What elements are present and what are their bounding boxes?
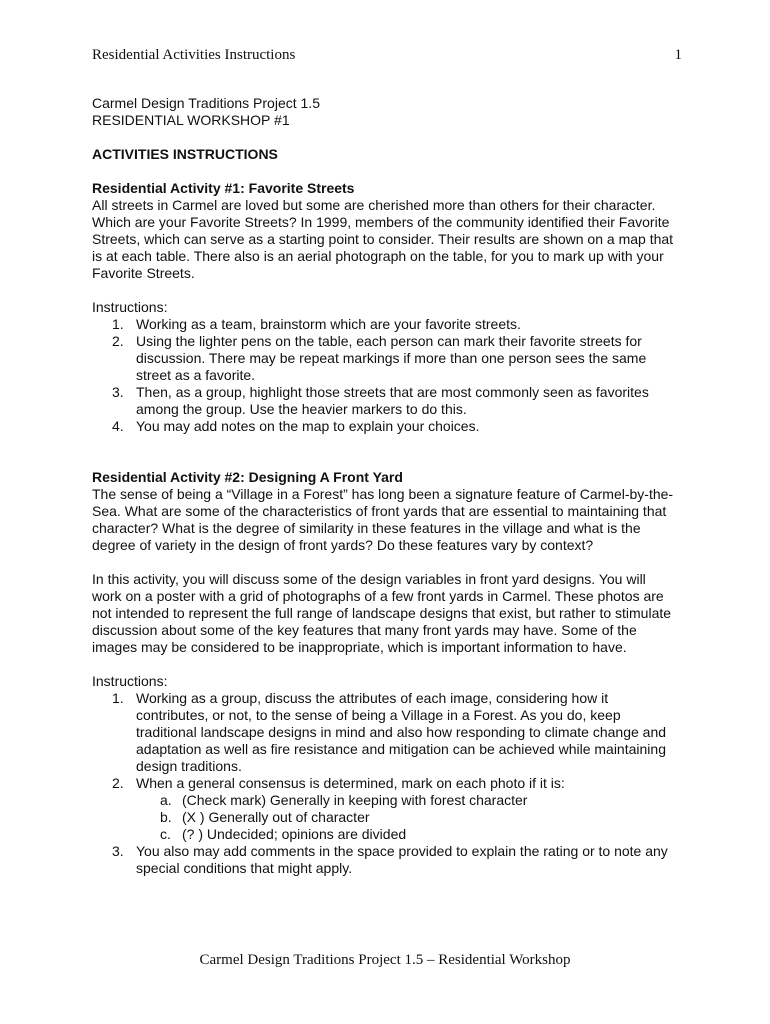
activity2-instructions-label: Instructions: <box>92 673 168 689</box>
list-item-text: Using the lighter pens on the table, each person can mark their favorite streets for <box>136 333 642 349</box>
list-number: 3. <box>112 384 124 400</box>
list-item-text: street as a favorite. <box>136 367 256 383</box>
activity2-paragraph-1 <box>92 486 682 554</box>
sub-list-item <box>92 826 682 843</box>
list-item-text: design traditions. <box>136 758 242 774</box>
list-item-text: When a general consensus is determined, mark on each photo if it is: <box>136 775 565 791</box>
paragraph-line: The sense of being a “Village in a Forest” has long been a signature feature of Carmel-by-the- <box>92 486 674 502</box>
paragraph-line: images may be considered to be inappropriate, which is important information to have. <box>92 639 627 655</box>
list-item <box>92 775 682 792</box>
paragraph-line: work on a poster with a grid of photographs of a few front yards in Carmel. These photos are <box>92 588 664 604</box>
list-number: 1. <box>112 690 124 706</box>
sub-list-item <box>92 792 682 809</box>
paragraph-line: Streets, which can serve as a starting point to consider. Their results are shown on a map that <box>92 231 674 247</box>
activity1-instructions-list <box>92 316 682 435</box>
sub-list-text: (X ) Generally out of character <box>182 809 370 825</box>
page-number: 1 <box>674 47 682 63</box>
section-title: ACTIVITIES INSTRUCTIONS <box>92 146 278 162</box>
sub-list-text: (? ) Undecided; opinions are divided <box>182 826 407 842</box>
activity1-paragraph <box>92 197 682 282</box>
list-item <box>92 333 682 384</box>
list-item-text: Working as a team, brainstorm which are your favorite streets. <box>136 316 521 332</box>
sub-list-text: (Check mark) Generally in keeping with forest character <box>182 792 528 808</box>
list-item-text: traditional landscape designs in mind and also how responding to climate change and <box>136 724 667 740</box>
list-item-text: Working as a group, discuss the attributes of each image, considering how it <box>136 690 609 706</box>
list-number: 3. <box>112 843 124 859</box>
activity2-instructions-list <box>92 690 682 877</box>
list-item <box>92 384 682 418</box>
sub-list-letter: a. <box>160 792 172 808</box>
project-title: Carmel Design Traditions Project 1.5 <box>92 95 320 111</box>
paragraph-line: Sea. What are some of the characteristics of front yards that are essential to maintaining that <box>92 503 667 519</box>
page-footer: Carmel Design Traditions Project 1.5 – Residential Workshop <box>199 952 571 968</box>
activity1-heading: Residential Activity #1: Favorite Streets <box>92 180 355 196</box>
workshop-title: RESIDENTIAL WORKSHOP #1 <box>92 112 290 128</box>
paragraph-line: All streets in Carmel are loved but some are cherished more than others for their character. <box>92 197 656 213</box>
list-number: 2. <box>112 333 124 349</box>
list-item-text: among the group. Use the heavier markers to do this. <box>136 401 467 417</box>
list-number: 2. <box>112 775 124 791</box>
list-number: 1. <box>112 316 124 332</box>
paragraph-line: character? What is the degree of similarity in these features in the village and what is the <box>92 520 641 536</box>
document-body <box>92 95 682 877</box>
list-item-text: adaptation as well as fire resistance and mitigation can be achieved while maintaining <box>136 741 666 757</box>
paragraph-line: Which are your Favorite Streets? In 1999, members of the community identified their Favorite <box>92 214 670 230</box>
activity2-heading: Residential Activity #2: Designing A Front Yard <box>92 469 403 485</box>
activity1-instructions-label: Instructions: <box>92 299 168 315</box>
list-item <box>92 316 682 333</box>
header-title: Residential Activities Instructions <box>92 47 296 63</box>
list-item <box>92 843 682 877</box>
list-item-text: You also may add comments in the space provided to explain the rating or to note any <box>136 843 668 859</box>
paragraph-line: not intended to represent the full range of landscape designs that exist, but rather to stimulate <box>92 605 672 621</box>
activity2-paragraph-2 <box>92 571 682 656</box>
list-item-text: special conditions that might apply. <box>136 860 353 876</box>
paragraph-line: Favorite Streets. <box>92 265 195 281</box>
list-item <box>92 690 682 775</box>
sub-list-item <box>92 809 682 826</box>
sub-list-letter: c. <box>160 826 171 842</box>
paragraph-line: In this activity, you will discuss some of the design variables in front yard designs. You will <box>92 571 646 587</box>
list-item-text: You may add notes on the map to explain your choices. <box>136 418 480 434</box>
running-header <box>92 47 682 67</box>
sub-list-letter: b. <box>160 809 172 825</box>
list-item-text: Then, as a group, highlight those streets that are most commonly seen as favorites <box>136 384 649 400</box>
list-number: 4. <box>112 418 124 434</box>
list-item-text: contributes, or not, to the sense of being a Village in a Forest. As you do, keep <box>136 707 621 723</box>
paragraph-line: is at each table. There also is an aerial photograph on the table, for you to mark up with your <box>92 248 664 264</box>
paragraph-line: degree of variety in the design of front yards? Do these features vary by context? <box>92 537 594 553</box>
paragraph-line: discussion about some of the key features that many front yards may have. Some of the <box>92 622 637 638</box>
list-item-text: discussion. There may be repeat markings if more than one person sees the same <box>136 350 647 366</box>
list-item <box>92 418 682 435</box>
